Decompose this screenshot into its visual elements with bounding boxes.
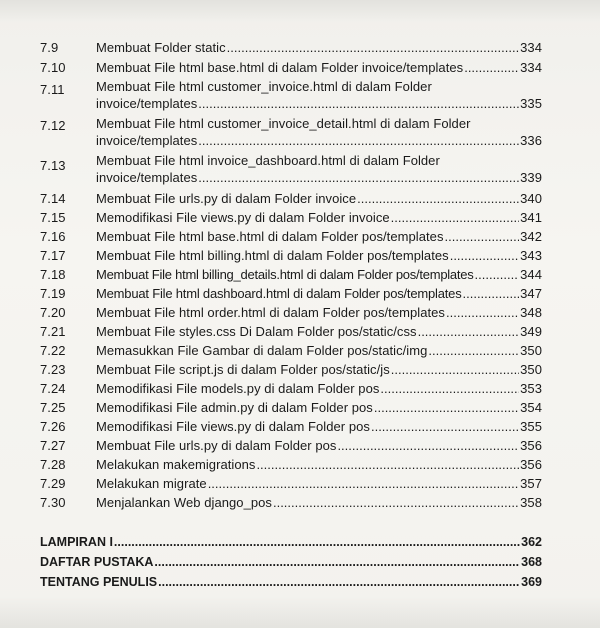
- back-matter-list: [0, 533, 600, 593]
- toc-entry-page: 353: [520, 381, 542, 396]
- leader-dots: [463, 285, 520, 302]
- leader-dots: [374, 399, 519, 416]
- toc-entry: [0, 225, 600, 244]
- toc-entry-title-cont: invoice/templates: [96, 96, 198, 111]
- toc-entry-page: 356: [520, 457, 542, 472]
- toc-entry-page: 334: [520, 60, 542, 75]
- leader-dots: [391, 209, 519, 226]
- toc-entry-number: 7.10: [40, 60, 66, 75]
- toc-entry: [0, 282, 600, 301]
- toc-entry: [0, 453, 600, 472]
- toc-entry-number: 7.29: [40, 476, 66, 491]
- leader-dots: [198, 132, 519, 149]
- toc-entry-number: 7.11: [40, 82, 65, 97]
- toc-entry-title: Membuat File html customer_invoice.html di dalam Folder: [96, 79, 432, 94]
- toc-entry: [0, 36, 600, 56]
- toc-entry-number: 7.25: [40, 400, 66, 415]
- toc-entry-title: Membuat File urls.py di dalam Folder invoice: [96, 191, 357, 206]
- leader-dots: [475, 266, 520, 283]
- leader-dots: [380, 380, 519, 397]
- toc-entry: [0, 358, 600, 377]
- leader-dots: [464, 59, 519, 76]
- toc-entry-page: 349: [520, 324, 542, 339]
- toc-entry-title: Membuat File html dashboard.html di dalam Folder pos/templates: [96, 286, 462, 301]
- toc-entry: [0, 472, 600, 491]
- toc-entry-title: Membuat File html customer_invoice_detail.html di dalam Folder: [96, 116, 471, 131]
- toc-entry-page: 340: [520, 191, 542, 206]
- toc-entry-title: Memodifikasi File admin.py di dalam Folder pos: [96, 400, 373, 415]
- toc-entry: [0, 491, 600, 510]
- toc-entry: [0, 244, 600, 263]
- toc-entry-page: 350: [520, 343, 542, 358]
- toc-entry: [0, 263, 600, 282]
- toc-entry-page: 336: [520, 133, 542, 148]
- toc-entry-title: Membuat File html base.html di dalam Folder pos/templates: [96, 229, 444, 244]
- toc-entry-title: Membuat File html billing_details.html di dalam Folder pos/templates: [96, 267, 474, 282]
- toc-entry-page: 339: [520, 170, 542, 185]
- toc-entry-number: 7.12: [40, 118, 66, 133]
- toc-entry-title: Melakukan makemigrations: [96, 457, 256, 472]
- toc-entry-number: 7.28: [40, 457, 66, 472]
- toc-entry-title: Membuat File html invoice_dashboard.html di dalam Folder: [96, 153, 440, 168]
- leader-dots: [428, 342, 519, 359]
- toc-entry-page: 355: [520, 419, 542, 434]
- toc-entry-page: 356: [520, 438, 542, 453]
- toc-entry: [0, 301, 600, 320]
- toc-section-page: 368: [521, 555, 542, 569]
- toc-entry-number: 7.21: [40, 324, 66, 339]
- toc-entry-page: 347: [520, 286, 542, 301]
- toc-entry: [0, 56, 600, 75]
- leader-dots: [114, 533, 520, 551]
- toc-entry-number: 7.15: [40, 210, 66, 225]
- toc-entry-number: 7.27: [40, 438, 66, 453]
- toc-section-page: 362: [521, 535, 542, 549]
- toc-entry-title: Membuat File html base.html di dalam Folder invoice/templates: [96, 60, 464, 75]
- toc-entry-number: 7.30: [40, 495, 66, 510]
- leader-dots: [158, 573, 520, 591]
- page-bleed-top: [0, 0, 600, 22]
- leader-dots: [391, 361, 519, 378]
- toc-entry-title: Membuat File script.js di dalam Folder pos/static/js: [96, 362, 390, 377]
- toc-entry-title: Memodifikasi File views.py di dalam Folder pos: [96, 419, 370, 434]
- toc-entry: [0, 434, 600, 453]
- toc-entry-page: 350: [520, 362, 542, 377]
- toc-section-page: 369: [521, 575, 542, 589]
- toc-entry-number: 7.16: [40, 229, 66, 244]
- toc-entry-number: 7.26: [40, 419, 66, 434]
- toc-entry: [0, 187, 600, 206]
- toc-entry-title: Membuat File styles.css Di Dalam Folder pos/static/css: [96, 324, 417, 339]
- leader-dots: [357, 190, 519, 207]
- table-of-contents: [0, 36, 600, 593]
- toc-entry-number: 7.18: [40, 267, 66, 282]
- toc-entry: [0, 320, 600, 339]
- toc-section-title: LAMPIRAN I: [40, 535, 113, 549]
- leader-dots: [208, 475, 519, 492]
- toc-entry-title: Memodifikasi File views.py di dalam Folder invoice: [96, 210, 390, 225]
- toc-section-lampiran: [40, 533, 542, 553]
- leader-dots: [198, 95, 519, 112]
- toc-entry-title: Membuat File html order.html di dalam Folder pos/templates: [96, 305, 445, 320]
- leader-dots: [371, 418, 519, 435]
- toc-entry-page: 344: [520, 267, 542, 282]
- toc-entry-number: 7.20: [40, 305, 66, 320]
- toc-entry-title: Memasukkan File Gambar di dalam Folder pos/static/img: [96, 343, 428, 358]
- leader-dots: [227, 39, 520, 56]
- toc-entry-number: 7.24: [40, 381, 66, 396]
- leader-dots: [154, 553, 520, 571]
- toc-entry: [0, 113, 600, 149]
- leader-dots: [445, 228, 520, 245]
- toc-entry-title: Memodifikasi File models.py di dalam Folder pos: [96, 381, 380, 396]
- toc-entry-number: 7.17: [40, 248, 66, 263]
- toc-entry-title: Membuat Folder static: [96, 40, 226, 55]
- leader-dots: [446, 304, 519, 321]
- toc-entry-page: 335: [520, 96, 542, 111]
- leader-dots: [418, 323, 520, 340]
- toc-entry: [0, 396, 600, 415]
- toc-entry-page: 334: [520, 40, 542, 55]
- toc-entry-title: Membuat File html billing.html di dalam Folder pos/templates: [96, 248, 449, 263]
- toc-section-title: TENTANG PENULIS: [40, 575, 158, 589]
- toc-entry: [0, 415, 600, 434]
- leader-dots: [273, 494, 519, 511]
- toc-entry-page: 341: [520, 210, 542, 225]
- toc-entry-title: Menjalankan Web django_pos: [96, 495, 272, 510]
- toc-entry: [0, 339, 600, 358]
- toc-entry-page: 343: [520, 248, 542, 263]
- toc-entry-page: 354: [520, 400, 542, 415]
- leader-dots: [198, 169, 519, 186]
- toc-entry-page: 358: [520, 495, 542, 510]
- page-bleed-bottom: [0, 596, 600, 628]
- toc-entry: [0, 75, 600, 113]
- toc-entry-page: 342: [520, 229, 542, 244]
- toc-entry-title-cont: invoice/templates: [96, 133, 198, 148]
- toc-entry-number: 7.9: [40, 40, 59, 55]
- toc-entry-page: 357: [520, 476, 542, 491]
- toc-entry-number: 7.14: [40, 191, 66, 206]
- toc-entry-title: Membuat File urls.py di dalam Folder pos: [96, 438, 337, 453]
- toc-entry-page: 348: [520, 305, 542, 320]
- leader-dots: [256, 456, 519, 473]
- leader-dots: [450, 247, 519, 264]
- toc-entry: [0, 377, 600, 396]
- toc-entry-title: Melakukan migrate: [96, 476, 207, 491]
- toc-section-title: DAFTAR PUSTAKA: [40, 555, 154, 569]
- toc-entry-number: 7.19: [40, 286, 66, 301]
- toc-entry: [0, 206, 600, 225]
- toc-entry-number: 7.13: [40, 158, 66, 173]
- toc-entry-title-cont: invoice/templates: [96, 170, 198, 185]
- toc-entry: [0, 149, 600, 187]
- toc-entry-number: 7.22: [40, 343, 66, 358]
- toc-section-tentang-penulis: [40, 573, 542, 593]
- toc-section-daftar-pustaka: [40, 553, 542, 573]
- leader-dots: [337, 437, 519, 454]
- toc-entry-number: 7.23: [40, 362, 66, 377]
